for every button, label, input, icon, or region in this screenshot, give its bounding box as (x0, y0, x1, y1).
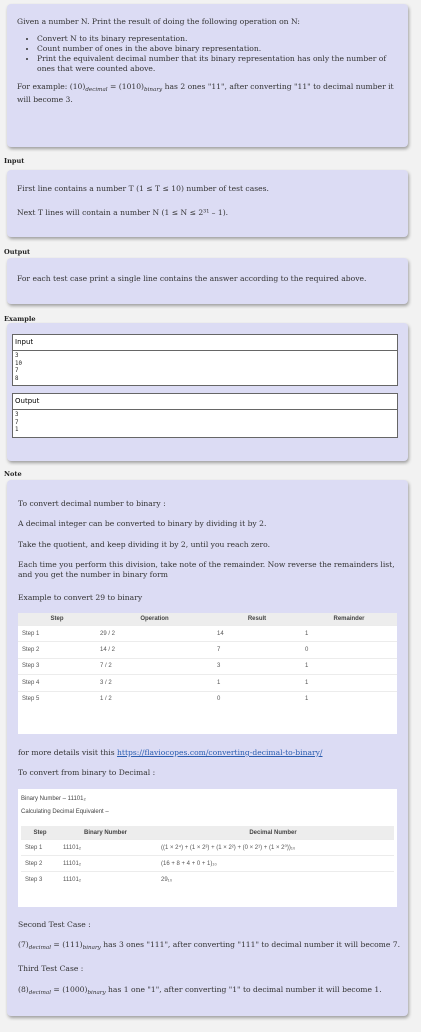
input-line-2: Next T lines will contain a number N (1 ≤ N ≤ 2³¹ – 1). (17, 208, 229, 217)
third-sub-binary: binary (87, 990, 106, 996)
bn-cell: Step 3 (21, 872, 59, 888)
steps-cell: 1 (301, 658, 397, 674)
output-line-1: For each test case print a single line contains the answer according to the required above. (17, 274, 367, 283)
example-sub-binary: binary (144, 87, 163, 93)
table-row (18, 658, 397, 674)
third-test-label: Third Test Case : (18, 964, 84, 973)
output-box (7, 258, 408, 304)
example-eq: = (1010) (107, 82, 145, 91)
steps-header-step: Step (18, 613, 96, 626)
link-prefix: for more details visit this (18, 748, 118, 757)
steps-cell: 3 / 2 (96, 675, 213, 691)
third-sub-decimal: decimal (28, 990, 52, 996)
input-heading: Input (4, 157, 25, 165)
table-row (21, 856, 394, 872)
note-p5: Example to convert 29 to binary (18, 593, 143, 602)
example-output-label: Output (13, 394, 397, 410)
bullet-item: • Convert N to its binary representation. (37, 34, 398, 44)
example-rest: has 2 ones "11", after converting "11" to decimal number it will become 3. (17, 82, 394, 104)
steps-cell: 0 (301, 642, 397, 658)
bn-cell: ((1 × 2⁴) + (1 × 2³) + (1 × 2²) + (0 × 2¹) + (1 × 2⁰))₁₀ (152, 840, 394, 856)
steps-cell: Step 5 (18, 691, 96, 707)
calculating-line: Calculating Decimal Equivalent – (21, 809, 109, 815)
example-output-line: 1 (15, 427, 19, 434)
third-test-line (18, 985, 382, 998)
second-sub-decimal: decimal (28, 945, 52, 951)
example-output-line: 3 (15, 412, 19, 418)
note-p4: Each time you perform this division, take note of the remainder. Now reverse the remainders list, and you get the number in binary form (18, 560, 395, 579)
note-p3: Take the quotient, and keep dividing it by 2, until you reach zero. (18, 540, 271, 549)
bn-cell: 29₁₀ (152, 872, 394, 888)
steps-cell: 7 / 2 (96, 658, 213, 674)
steps-cell: 1 (301, 626, 397, 642)
third-eq: = (1000) (51, 985, 88, 994)
example-prefix: For example: (10) (17, 82, 86, 91)
statement-intro: Given a number N. Print the result of doing the following operation on N: (17, 17, 300, 26)
steps-cell: Step 2 (18, 642, 96, 658)
steps-cell: 7 (213, 642, 301, 658)
second-eq: = (111) (51, 940, 83, 949)
note-p1: To convert decimal number to binary : (18, 499, 166, 508)
table-row (18, 675, 397, 691)
steps-cell: Step 3 (18, 658, 96, 674)
steps-cell: 3 (213, 658, 301, 674)
second-prefix: (7) (18, 940, 29, 949)
binary-number-line: Binary Number – 11101₂ (21, 796, 86, 802)
bn-header-step: Step (21, 826, 59, 840)
bn-cell: Step 1 (21, 840, 59, 856)
example-output-panel (12, 393, 398, 438)
flaviocopes-link[interactable]: https://flaviocopes.com/converting-decimal-to-binary/ (117, 748, 323, 757)
example-input-line: 10 (15, 360, 22, 367)
bn-cell: 11101₂ (59, 840, 152, 856)
steps-cell: 14 / 2 (96, 642, 213, 658)
bullet-item: • Count number of ones in the above binary representation. (37, 44, 398, 54)
table-row (18, 642, 397, 658)
second-test-line (18, 940, 400, 953)
example-input-line: 3 (15, 353, 19, 359)
division-steps-table (18, 613, 397, 734)
note-heading: Note (4, 470, 22, 478)
steps-header-result: Result (213, 613, 301, 626)
note-p2: A decimal integer can be converted to binary by dividing it by 2. (18, 519, 267, 528)
steps-cell: 1 (213, 675, 301, 691)
steps-cell: 1 (301, 691, 397, 707)
steps-cell: 0 (213, 691, 301, 707)
bn-cell: (16 + 8 + 4 + 0 + 1)₁₀ (152, 856, 394, 872)
example-output-body (13, 410, 397, 437)
bullet-item: • Print the equivalent decimal number that its binary representation has only the number of ones that were counted above. (37, 54, 398, 74)
table-row (18, 691, 397, 707)
second-rest: has 3 ones "111", after converting "111" to decimal number it will become 7. (100, 940, 401, 949)
table-row (18, 626, 397, 642)
statement-bullets (17, 34, 398, 74)
example-input-line: 7 (15, 368, 19, 375)
statement-box (7, 4, 408, 147)
third-rest: has 1 one "1", after converting "1" to decimal number it will become 1. (105, 985, 382, 994)
binary-to-decimal-panel (18, 789, 397, 907)
example-sub-decimal: decimal (85, 87, 108, 93)
example-input-line: 8 (15, 375, 19, 382)
example-input-panel (12, 334, 398, 386)
bn-cell: Step 2 (21, 856, 59, 872)
note-link-line (18, 748, 322, 758)
steps-cell: 1 (301, 675, 397, 691)
bn-header-binary: Binary Number (59, 826, 152, 840)
input-box (7, 170, 408, 237)
example-input-body (13, 351, 397, 385)
example-input-label: Input (13, 335, 397, 351)
third-prefix: (8) (18, 985, 29, 994)
table-row (21, 840, 394, 856)
output-heading: Output (4, 248, 31, 256)
bn-header-decimal: Decimal Number (152, 826, 394, 840)
steps-cell: Step 1 (18, 626, 96, 642)
bn-cell: 11101₂ (59, 856, 152, 872)
steps-header-operation: Operation (96, 613, 213, 626)
example-output-line: 7 (15, 419, 19, 426)
note-p6: To convert from binary to Decimal : (18, 768, 156, 777)
table-row (21, 872, 394, 888)
steps-header-remainder: Remainder (301, 613, 397, 626)
example-heading: Example (4, 315, 36, 323)
statement-example (17, 82, 398, 105)
input-line-1: First line contains a number T (1 ≤ T ≤ 10) number of test cases. (17, 184, 269, 193)
bn-cell: 11101₂ (59, 872, 152, 888)
second-test-label: Second Test Case : (18, 920, 91, 929)
steps-cell: 1 / 2 (96, 691, 213, 707)
steps-cell: 14 (213, 626, 301, 642)
steps-cell: Step 4 (18, 675, 96, 691)
second-sub-binary: binary (82, 945, 101, 951)
steps-cell: 29 / 2 (96, 626, 213, 642)
